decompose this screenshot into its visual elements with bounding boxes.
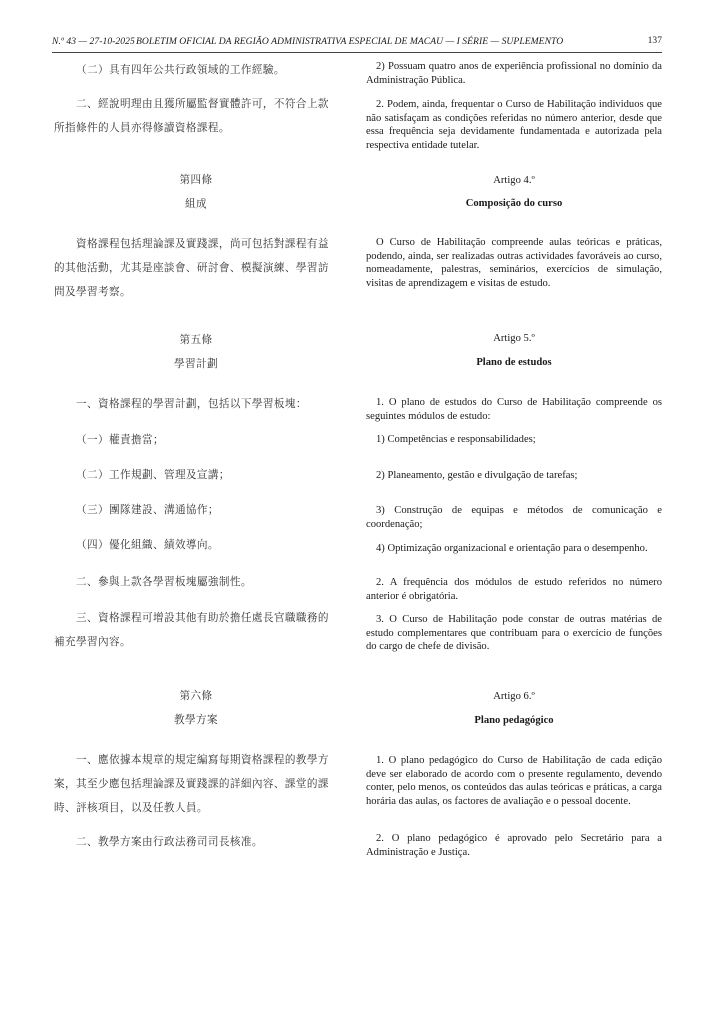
paragraph: 二、教學方案由行政法務司司長核准。 [76, 836, 263, 848]
pt-item-2: 2) Possuam quatro anos de experiência profissional no domínio da Administração Pública. [366, 61, 662, 86]
pt-article-5-number: Artigo 5.º [493, 333, 535, 344]
zh-article-6-p1 [54, 748, 338, 820]
page-number: 137 [647, 36, 662, 46]
zh-article-5-number: 第五條 [179, 334, 213, 346]
paragraph: 資格課程包括理論課及實踐課，尚可包括對課程有益的其他活動，尤其是座談會、研討會、模擬演練、學習訪問及學習考察。 [54, 238, 329, 298]
pt-article-4-title: Composição do curso [465, 198, 563, 209]
pt-article-4-number: Artigo 4.º [493, 175, 535, 186]
pt-article-6-title: Plano pedagógico [474, 715, 554, 726]
zh-paragraph-2 [54, 92, 338, 140]
paragraph: 一、應依據本規章的規定編寫每期資格課程的教學方案，其至少應包括理論課及實踐課的詳細內容、課堂的課時、評核項目，以及任教人員。 [54, 754, 329, 814]
paragraph: 二、參與上款各學習板塊屬強制性。 [76, 576, 252, 588]
zh-list-item [54, 463, 338, 487]
pt-article-4-text: O Curso de Habilitação compreende aulas teóricas e práticas, podendo, ainda, ser realizadas outras actividades favoráveis ao curso, nomeadamente, palestras, seminários, exercícios de simulação, visitas de aprendizagem e visitas de estudo. [366, 237, 662, 289]
pt-list-item: 2) Planeamento, gestão e divulgação de tarefas; [376, 470, 578, 481]
paragraph: （二）具有四年公共行政領域的工作經驗。 [76, 64, 285, 76]
pt-article-5-p1: 1. O plano de estudos do Curso de Habilitação compreende os seguintes módulos de estudo: [366, 397, 662, 422]
zh-article-4-number: 第四條 [179, 174, 213, 186]
zh-article-5-title: 學習計劃 [174, 358, 218, 370]
running-header [52, 36, 662, 50]
bulletin-title: BOLETIM OFICIAL DA REGIÃO ADMINISTRATIVA ESPECIAL DE MACAU — I SÉRIE — SUPLEMENTO [136, 36, 564, 47]
list-item-text: （一）權責擔當； [76, 434, 164, 446]
pt-list-item: 4) Optimização organizacional e orientação para o desempenho. [376, 543, 648, 554]
zh-list-item [54, 498, 338, 522]
paragraph: 三、資格課程可增設其他有助於擔任處長官職職務的補充學習內容。 [54, 612, 329, 648]
zh-article-6-p2 [54, 830, 338, 854]
zh-article-6-number: 第六條 [179, 690, 213, 702]
header-rule [52, 52, 662, 53]
list-item-text: （三）團隊建設、溝通協作； [76, 504, 219, 516]
zh-list-item [54, 428, 338, 452]
pt-list-item: 3) Construção de equipas e métodos de comunicação e coordenação; [366, 505, 662, 530]
zh-article-5-p2 [54, 570, 338, 594]
zh-article-4-title: 組成 [185, 198, 207, 210]
paragraph: 一、資格課程的學習計劃，包括以下學習板塊： [76, 398, 307, 410]
pt-paragraph-2: 2. Podem, ainda, frequentar o Curso de Habilitação individuos que não satisfaçam as condições referidas no número anterior, desde que essa frequência seja devidamente fundamentada e autorizada pela respectiva entidade tutelar. [366, 99, 662, 151]
pt-article-5-p3: 3. O Curso de Habilitação pode constar de outras matérias de estudo complementares que contribuam para o exercício de funções do cargo de chefe de divisão. [366, 614, 662, 652]
issue-number: N.º 43 — 27-10-2025 [52, 36, 135, 47]
zh-article-6-title: 教學方案 [174, 714, 218, 726]
zh-item-2 [54, 58, 338, 82]
pt-list-item: 1) Competências e responsabilidades; [376, 434, 536, 445]
zh-article-4-text [54, 232, 338, 304]
pt-article-6-p1: 1. O plano pedagógico do Curso de Habilitação de cada edição deve ser elaborado de acordo com o presente regulamento, devendo conter, pelo menos, os conteúdos das aulas teóricas e práticas, a carga horária das aulas, os factores de avaliação e o pessoal docente. [366, 755, 662, 807]
pt-article-5-title: Plano de estudos [476, 357, 552, 368]
zh-list-item [54, 533, 338, 557]
list-item-text: （二）工作規劃、管理及宣講； [76, 469, 230, 481]
pt-article-6-p2: 2. O plano pedagógico é aprovado pelo Secretário para a Administração e Justiça. [366, 833, 662, 858]
zh-article-5-p1 [54, 392, 338, 416]
list-item-text: （四）優化組織、績效導向。 [76, 539, 219, 551]
pt-article-5-p2: 2. A frequência dos módulos de estudo referidos no número anterior é obrigatória. [366, 577, 662, 602]
pt-article-6-number: Artigo 6.º [493, 691, 535, 702]
paragraph: 二、經說明理由且獲所屬監督實體許可，不符合上款所指條件的人員亦得修讀資格課程。 [54, 98, 329, 134]
zh-article-5-p3 [54, 606, 338, 654]
